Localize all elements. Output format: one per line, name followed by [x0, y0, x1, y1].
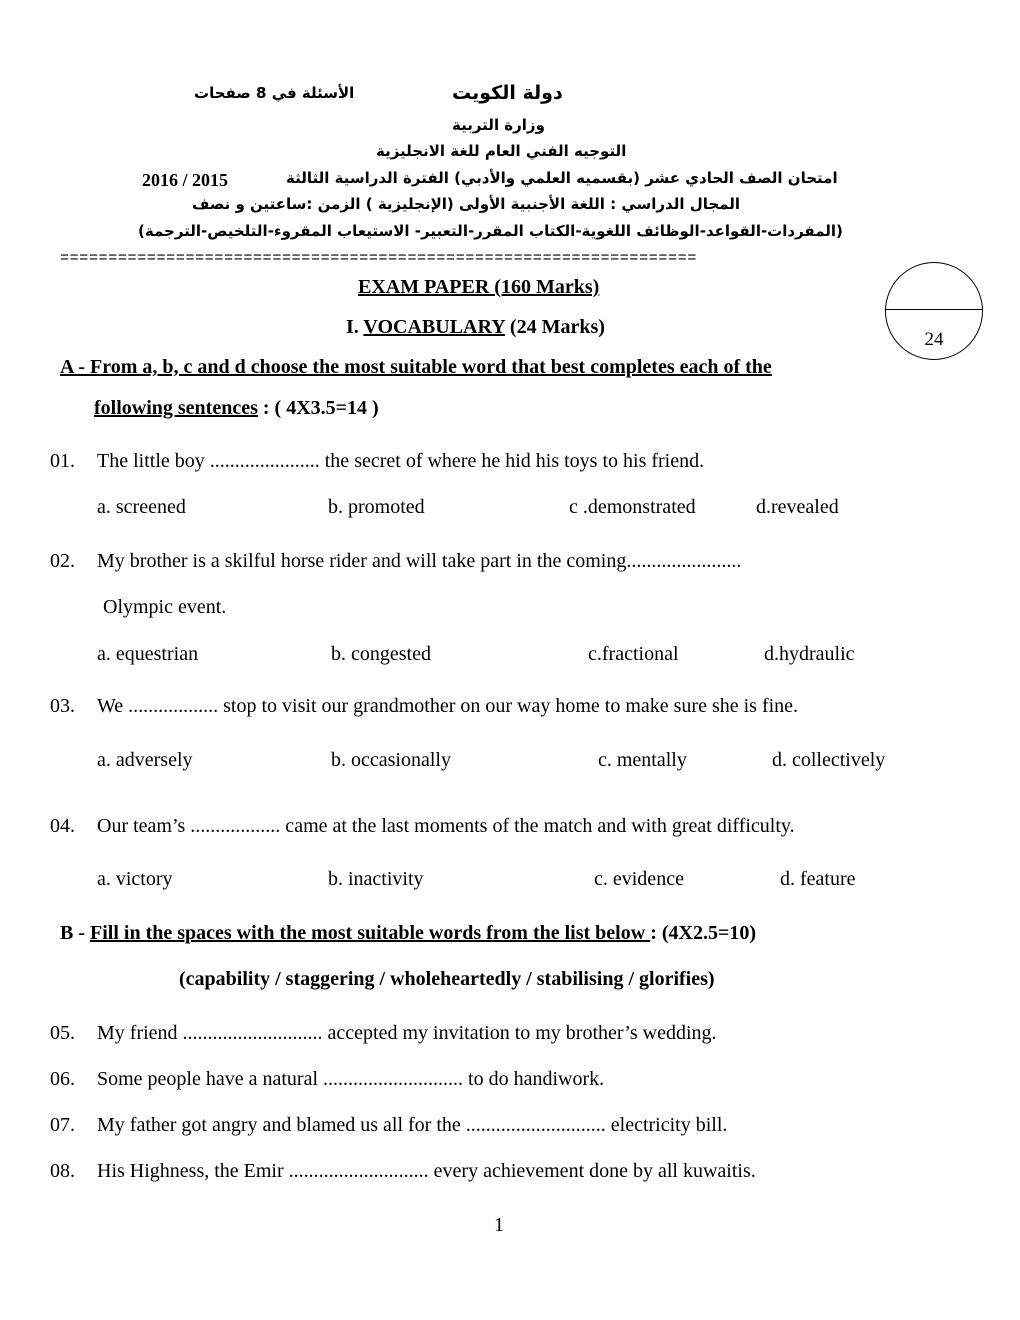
option-d: d.hydraulic — [764, 643, 855, 665]
question-number: 07. — [50, 1114, 75, 1136]
exam-title: EXAM PAPER (160 Marks) — [358, 276, 600, 298]
part-a-instruction: A - From a, b, c and d choose the most suitable word that best completes each of the — [60, 356, 772, 378]
option-b: b. inactivity — [328, 868, 424, 890]
question-text: My father got angry and blamed us all for the ............................ electricity bill. — [97, 1114, 728, 1136]
option-a: a. adversely — [97, 749, 193, 771]
part-b-underlined: Fill in the spaces with the most suitable words from the list below — [90, 922, 651, 944]
question-text: Our team’s .................. came at the last moments of the match and with great difficulty. — [97, 815, 795, 837]
section-heading — [346, 316, 605, 339]
subject-line: المجال الدراسي : اللغة الأجنبية الأولى (الإنجليزية ) الزمن :ساعتين و نصف — [192, 195, 740, 213]
question-text: My friend ............................ accepted my invitation to my brother’s wedding. — [97, 1022, 717, 1044]
separator-line: ================================================================== — [60, 250, 697, 267]
pages-note: الأسئلة في 8 صفحات — [194, 84, 355, 102]
option-a: a. screened — [97, 496, 186, 518]
part-b-instruction — [60, 922, 756, 945]
option-d: d.revealed — [756, 496, 839, 518]
department-name: التوجيه الفني العام للغة الانجليزية — [376, 142, 627, 160]
option-b: b. promoted — [328, 496, 425, 518]
country-name: دولة الكويت — [452, 82, 563, 104]
academic-year: 2016 / 2015 — [142, 170, 229, 190]
word-list: (capability / staggering / wholeheartedly / stabilising / glorifies) — [179, 968, 715, 990]
question-number: 06. — [50, 1068, 75, 1090]
option-d: d. feature — [780, 868, 856, 890]
question-number: 03. — [50, 695, 75, 717]
question-text: We .................. stop to visit our grandmother on our way home to make sure she is fine. — [97, 695, 799, 717]
option-c: c.fractional — [588, 643, 679, 665]
option-c: c. mentally — [598, 749, 687, 771]
score-value: 24 — [924, 329, 944, 350]
option-a: a. equestrian — [97, 643, 199, 665]
exam-description: امتحان الصف الحادي عشر (بقسميه العلمي والأدبي) الفترة الدراسية الثالثة — [286, 169, 838, 187]
question-number: 08. — [50, 1160, 75, 1182]
option-a: a. victory — [97, 868, 173, 890]
part-a-instruction-cont — [94, 397, 379, 420]
part-a-marks: : ( 4X3.5=14 ) — [257, 397, 379, 419]
ministry-name: وزارة التربية — [452, 116, 545, 134]
sections-line: (المفردات-القواعد-الوظائف اللغوية-الكتاب المقرر-التعبير- الاستيعاب المقروء-التلخيص-الترجمة) — [138, 222, 843, 240]
question-text-cont: Olympic event. — [103, 596, 227, 618]
part-a-underlined: following sentences — [94, 397, 258, 419]
score-circle — [885, 262, 983, 360]
question-number: 02. — [50, 550, 75, 572]
question-text: His Highness, the Emir ............................ every achievement done by all kuwaitis. — [97, 1160, 756, 1182]
question-text: Some people have a natural ............................ to do handiwork. — [97, 1068, 605, 1090]
question-number: 01. — [50, 450, 75, 472]
page-number: 1 — [494, 1214, 504, 1236]
part-b-marks: : (4X2.5=10) — [650, 922, 757, 944]
section-name: VOCABULARY — [363, 316, 505, 338]
option-c: c .demonstrated — [569, 496, 696, 518]
score-divider — [886, 309, 982, 310]
question-number: 05. — [50, 1022, 75, 1044]
option-b: b. occasionally — [331, 749, 451, 771]
section-number: I. — [346, 316, 364, 338]
option-b: b. congested — [331, 643, 431, 665]
question-text: The little boy ...................... the secret of where he hid his toys to his friend. — [97, 450, 705, 472]
part-b-prefix: B - — [60, 922, 90, 944]
question-text: My brother is a skilful horse rider and will take part in the coming....................... — [97, 550, 742, 572]
section-marks: (24 Marks) — [504, 316, 605, 338]
question-number: 04. — [50, 815, 75, 837]
option-d: d. collectively — [772, 749, 886, 771]
option-c: c. evidence — [594, 868, 684, 890]
